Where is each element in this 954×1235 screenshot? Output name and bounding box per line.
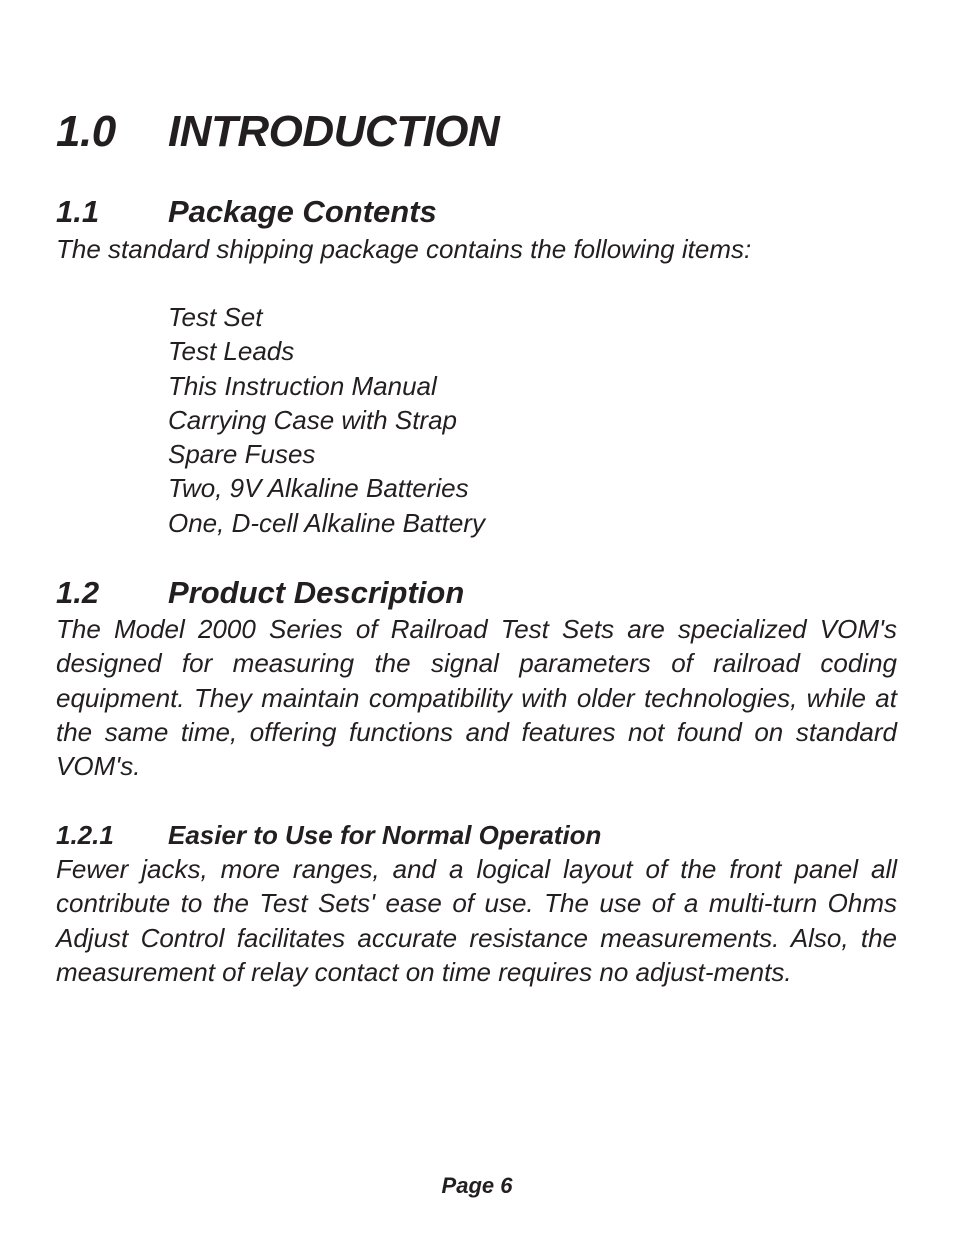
list-item: Test Set bbox=[168, 302, 263, 332]
easier-to-use-body: Fewer jacks, more ranges, and a logical layout of the front panel all contribute to the Test Sets' ease of use. The use of a multi-turn Ohms Adjust Control facilitates accurate resistance measurements. Also, the measurement of relay contact on time requires no adjust-ments. bbox=[56, 854, 897, 987]
heading-title: Product Description bbox=[168, 575, 465, 610]
heading-number: 1.1 bbox=[56, 194, 100, 229]
list-item: Test Leads bbox=[168, 336, 295, 367]
heading-number: 1.0 bbox=[56, 107, 116, 156]
package-contents-intro: The standard shipping package contains the following items: bbox=[56, 234, 752, 264]
list-item: This Instruction Manual bbox=[168, 370, 437, 401]
heading-number: 1.2.1 bbox=[56, 820, 114, 850]
list-item: Carrying Case with Strap bbox=[168, 404, 457, 435]
heading-product-description bbox=[56, 575, 464, 611]
heading-title: Package Contents bbox=[168, 194, 437, 229]
list-item: Two, 9V Alkaline Batteries bbox=[168, 473, 469, 504]
list-item: One, D-cell Alkaline Battery bbox=[168, 507, 485, 538]
heading-title: INTRODUCTION bbox=[168, 107, 500, 156]
product-description-body: The Model 2000 Series of Railroad Test Sets are specialized VOM's designed for measuring the signal parameters of railroad coding equipment. They maintain compatibility with older technologies, while at the same time, offering functions and features not found on standard VOM's. bbox=[56, 614, 897, 782]
heading-introduction bbox=[56, 106, 499, 158]
list-item: Spare Fuses bbox=[168, 439, 316, 470]
page-number: Page 6 bbox=[441, 1173, 513, 1198]
heading-number: 1.2 bbox=[56, 575, 100, 610]
heading-easier-to-use bbox=[56, 819, 601, 851]
heading-title: Easier to Use for Normal Operation bbox=[168, 820, 602, 850]
package-contents-list bbox=[168, 300, 485, 540]
heading-package-contents bbox=[56, 194, 437, 230]
